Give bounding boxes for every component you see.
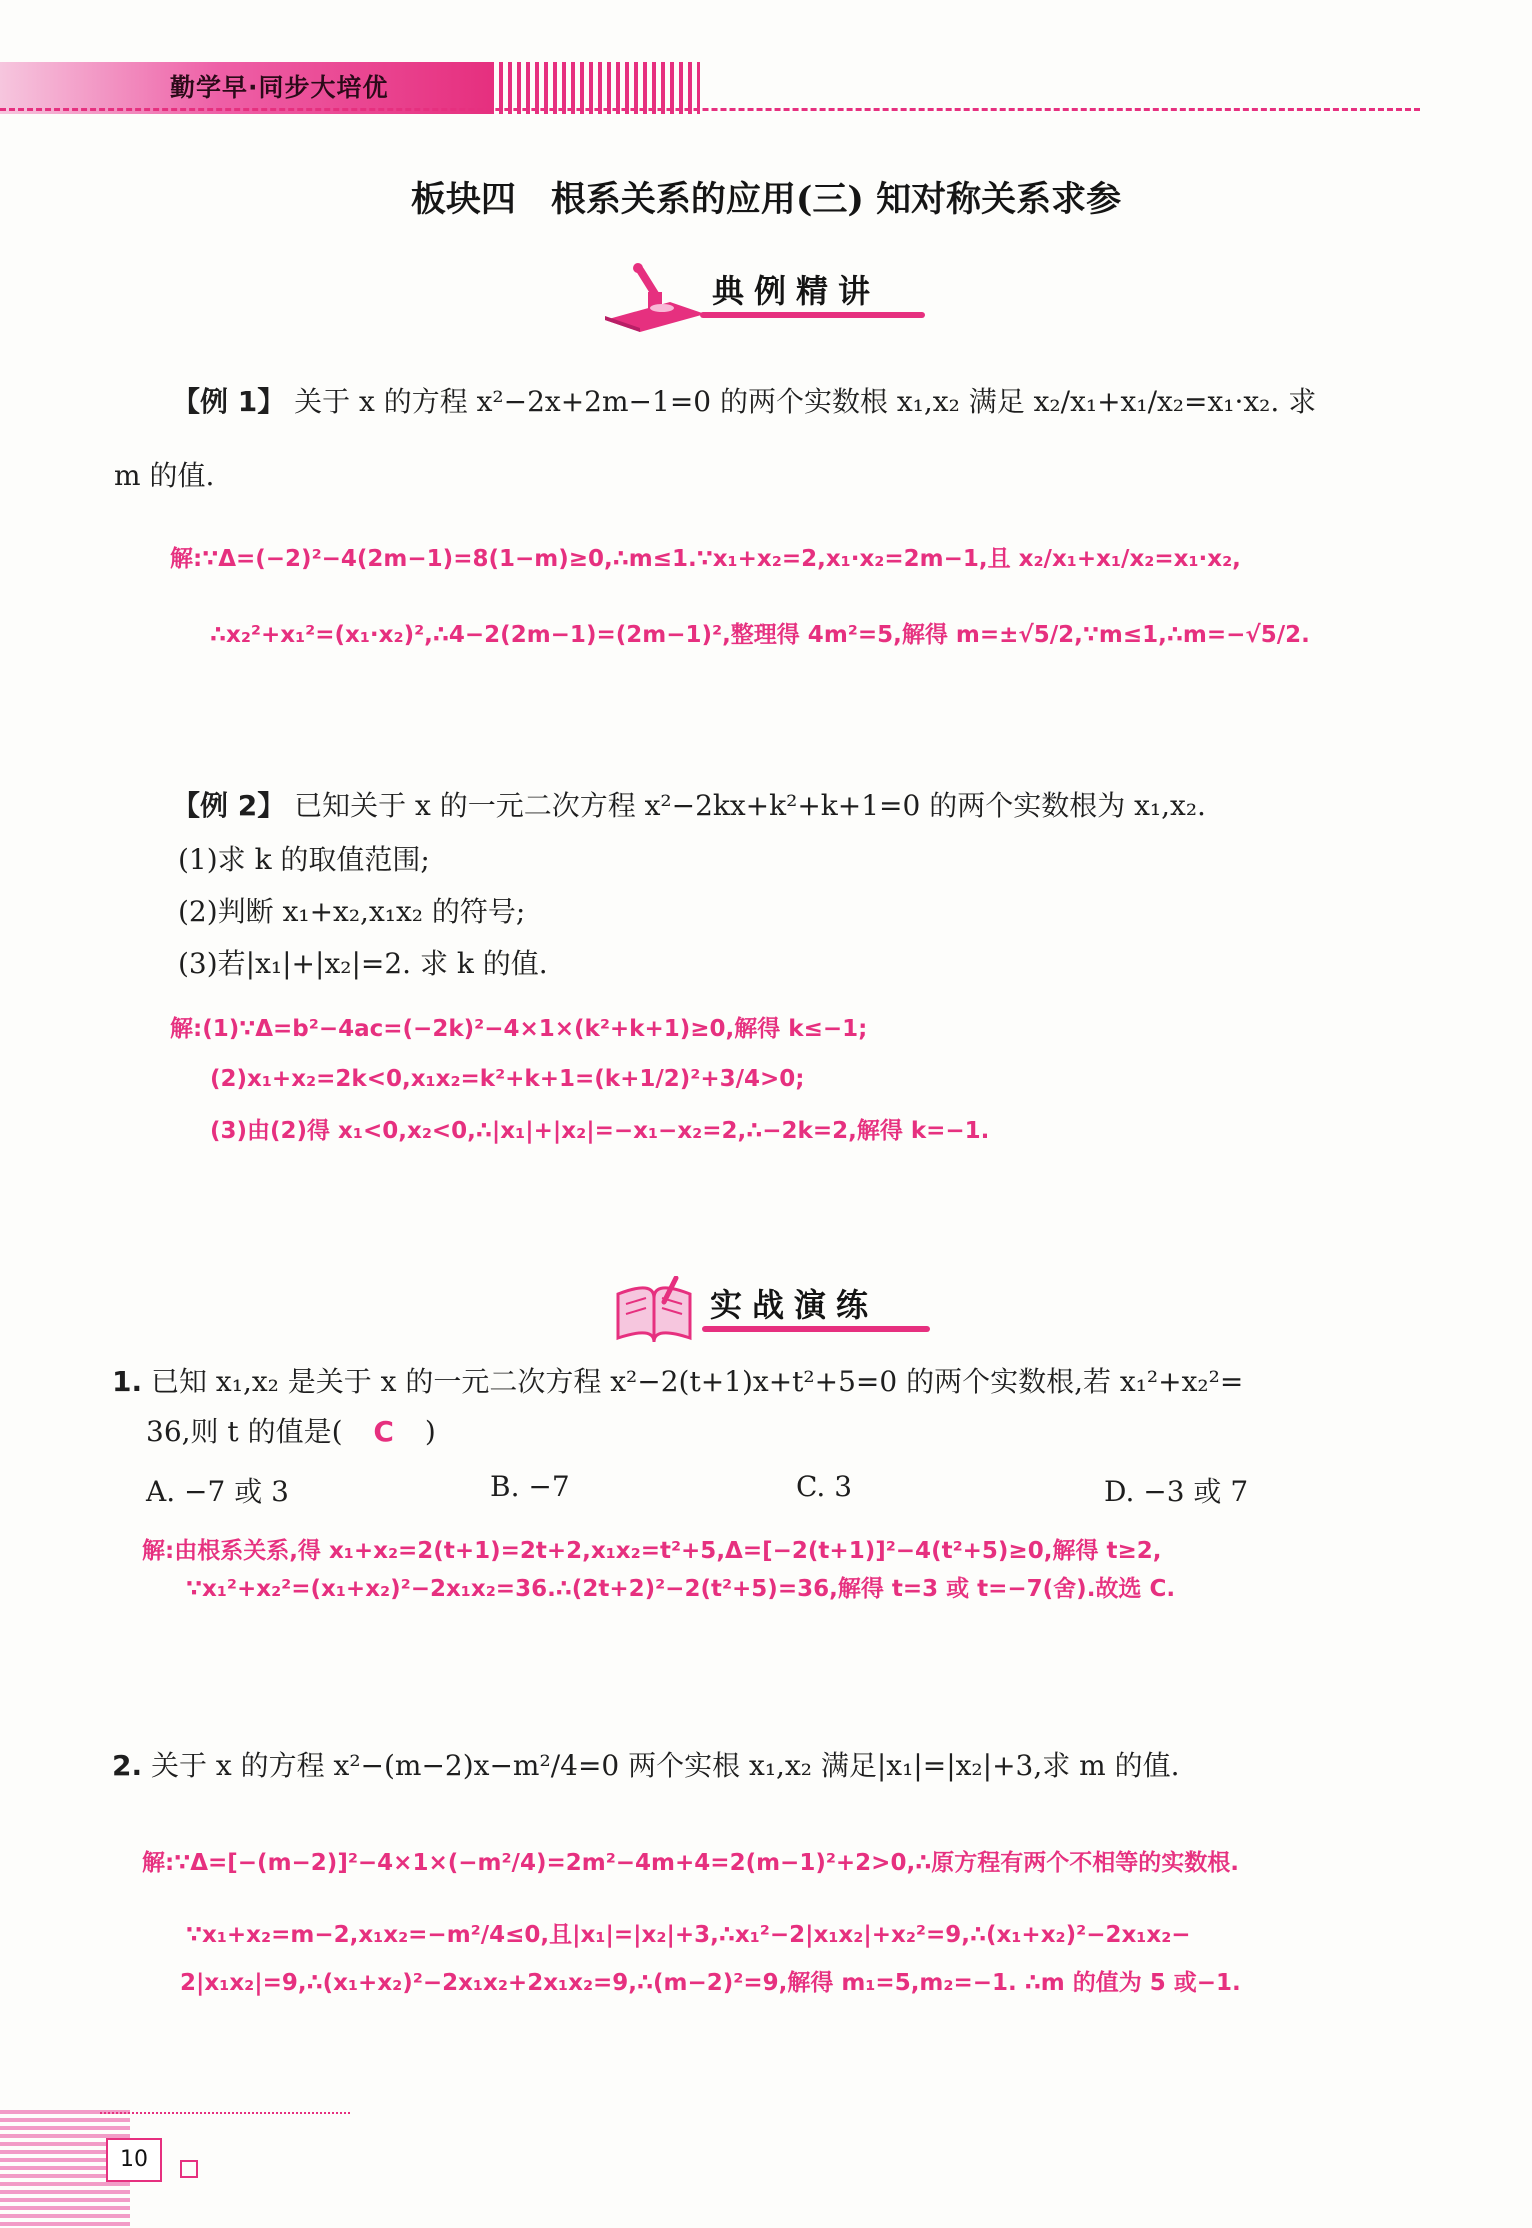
examples-banner-underline <box>700 312 925 318</box>
problem1-question-line2 <box>146 1406 1346 1458</box>
section-title: 板块四 根系关系的应用(三) 知对称关系求参 <box>410 179 1122 220</box>
problem2-question-text: 关于 x 的方程 x²−(m−2)x−m²/4=0 两个实根 x₁,x₂ 满足|x₁|=|x₂|+3,求 m 的值. <box>151 1749 1180 1782</box>
examples-banner-label: 典例精讲 <box>712 272 881 310</box>
example1-question-line1: 关于 x 的方程 x²−2x+2m−1=0 的两个实数根 x₁,x₂ 满足 x₂/x₁+x₁/x₂=x₁·x₂. 求 <box>294 385 1317 418</box>
example2-part1: (1)求 k 的取值范围; <box>178 843 430 876</box>
header-divider <box>0 108 1420 111</box>
problem1-choice-d: D. −3 或 7 <box>1104 1475 1249 1508</box>
example1-solution-line1: 解:∵Δ=(−2)²−4(2m−1)=8(1−m)≥0,∴m≤1.∵x₁+x₂=2,x₁·x₂=2m−1,且 x₂/x₁+x₁/x₂=x₁·x₂, <box>170 546 1241 572</box>
problem1-choice-b: B. −7 <box>490 1470 570 1503</box>
examples-banner <box>600 262 940 332</box>
problem2-solution-line1: 解:∵Δ=[−(m−2)]²−4×1×(−m²/4)=2m²−4m+4=2(m−1)²+2>0,∴原方程有两个不相等的实数根. <box>142 1850 1239 1876</box>
header-stripes <box>490 62 700 114</box>
example2-part3: (3)若|x₁|+|x₂|=2. 求 k 的值. <box>178 947 548 980</box>
example2-part2: (2)判断 x₁+x₂,x₁x₂ 的符号; <box>178 895 526 928</box>
problem1-solution-line2: ∵x₁²+x₂²=(x₁+x₂)²−2x₁x₂=36.∴(2t+2)²−2(t²+5)=36,解得 t=3 或 t=−7(舍).故选 C. <box>186 1576 1176 1602</box>
problem1-number: 1. <box>112 1365 143 1398</box>
example2-solution-line2: (2)x₁+x₂=2k<0,x₁x₂=k²+k+1=(k+1/2)²+3/4>0; <box>210 1066 805 1092</box>
page-header <box>0 62 1420 120</box>
page-number: 10 <box>106 2138 162 2182</box>
example2-solution-line1: 解:(1)∵Δ=b²−4ac=(−2k)²−4×1×(k²+k+1)≥0,解得 k≤−1; <box>170 1016 868 1042</box>
header-title: 勤学早·同步大培优 <box>170 73 389 102</box>
problem1-question-before: 36,则 t 的值是( <box>146 1415 343 1448</box>
problem2-solution-line3: 2|x₁x₂|=9,∴(x₁+x₂)²−2x₁x₂+2x₁x₂=9,∴(m−2)²=9,解得 m₁=5,m₂=−1. ∴m 的值为 5 或−1. <box>180 1970 1241 1996</box>
problem1-question-after: ) <box>424 1415 436 1448</box>
problem2-solution-line2: ∵x₁+x₂=m−2,x₁x₂=−m²/4≤0,且|x₁|=|x₂|+3,∴x₁²−2|x₁x₂|+x₂²=9,∴(x₁+x₂)²−2x₁x₂− <box>186 1922 1191 1948</box>
problem1-choice-a: A. −7 或 3 <box>146 1475 289 1508</box>
practice-banner-underline <box>702 1326 930 1332</box>
problem1-answer: C <box>373 1415 394 1448</box>
practice-banner <box>614 1276 944 1346</box>
example1-tag: 【例 1】 <box>172 385 286 418</box>
book-icon <box>614 1276 694 1346</box>
problem1-choice-c: C. 3 <box>796 1470 853 1503</box>
example1-solution-line2: ∴x₂²+x₁²=(x₁·x₂)²,∴4−2(2m−1)=(2m−1)²,整理得 4m²=5,解得 m=±√5/2,∵m≤1,∴m=−√5/2. <box>210 622 1310 648</box>
footer-divider <box>100 2112 350 2114</box>
problem1-question-text: 已知 x₁,x₂ 是关于 x 的一元二次方程 x²−2(t+1)x+t²+5=0 的两个实数根,若 x₁²+x₂²= <box>151 1365 1244 1398</box>
square-icon <box>180 2160 198 2178</box>
microscope-icon <box>600 262 710 332</box>
example1-question-line2: m 的值. <box>114 459 215 492</box>
example2-question <box>172 780 1422 832</box>
problem1-solution-line1: 解:由根系关系,得 x₁+x₂=2(t+1)=2t+2,x₁x₂=t²+5,Δ=[−2(t+1)]²−4(t²+5)≥0,解得 t≥2, <box>142 1538 1162 1564</box>
problem2-question <box>112 1740 1432 1792</box>
example1-question <box>172 376 1422 428</box>
example2-solution-line3: (3)由(2)得 x₁<0,x₂<0,∴|x₁|+|x₂|=−x₁−x₂=2,∴−2k=2,解得 k=−1. <box>210 1118 990 1144</box>
problem1-question-line1 <box>112 1356 1432 1408</box>
practice-banner-label: 实战演练 <box>710 1286 879 1324</box>
example2-tag: 【例 2】 <box>172 789 286 822</box>
problem2-number: 2. <box>112 1749 143 1782</box>
example2-question-line1: 已知关于 x 的一元二次方程 x²−2kx+k²+k+1=0 的两个实数根为 x₁,x₂. <box>294 789 1206 822</box>
